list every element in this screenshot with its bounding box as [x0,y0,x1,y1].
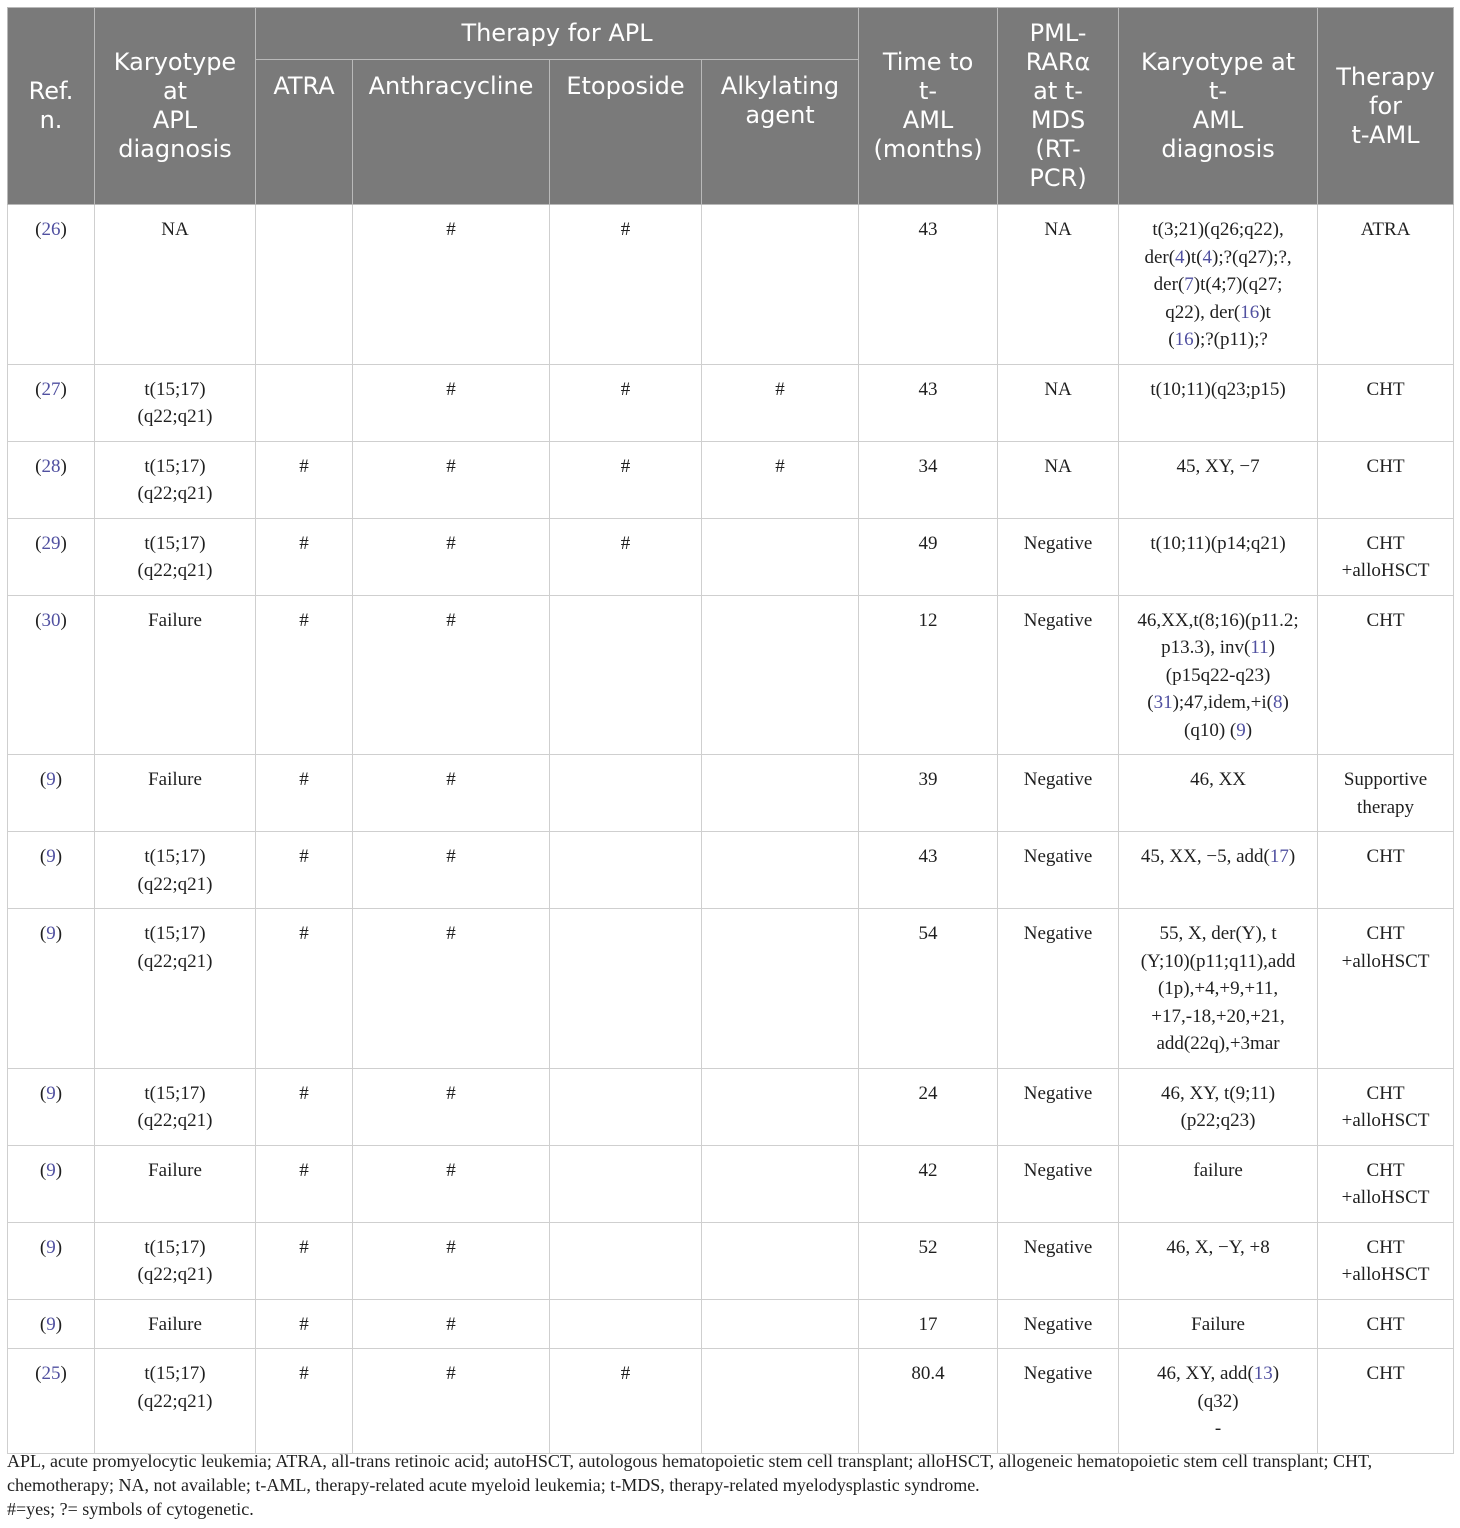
cell-etoposide [550,832,702,909]
cell-therapy-taml-line: ATRA [1360,219,1411,240]
cell-karyotype-apl-line: Failure [148,769,202,790]
cell-time-to-taml: 39 [859,755,998,832]
cell-therapy-taml [1318,441,1454,518]
cell-alkylating-agent [702,1222,859,1299]
cell-atra: # [256,832,353,909]
cell-therapy-taml-line: +alloHSCT [1341,950,1430,972]
cell-pml-rara: Negative [998,1068,1119,1145]
cell-karyotype-taml [1119,755,1318,832]
table-row [8,364,1454,441]
cell-karyotype-taml-line: 45, XY, −7 [1176,455,1260,477]
cell-pml-rara: NA [998,205,1119,365]
cell-karyotype-apl [95,364,256,441]
cell-karyotype-taml [1119,518,1318,595]
reference-link[interactable]: 9 [46,846,56,867]
cell-karyotype-apl [95,1068,256,1145]
table-row [8,1145,1454,1222]
cell-alkylating-agent [702,1299,859,1349]
cell-karyotype-apl-line: t(15;17) [144,846,206,867]
cell-time-to-taml: 49 [859,518,998,595]
cell-etoposide [550,909,702,1069]
cell-ref: (26) [8,205,95,365]
cell-therapy-taml [1318,909,1454,1069]
table-body [8,205,1454,1454]
cell-therapy-taml-line: CHT [1366,378,1405,400]
cell-karyotype-taml-line: 55, X, der(Y), t [1159,923,1277,944]
cell-ref: (9) [8,909,95,1069]
cell-anthracycline: # [353,1299,550,1349]
cell-time-to-taml: 43 [859,205,998,365]
cell-karyotype-apl-line: t(15;17) [144,1236,206,1258]
reference-link[interactable]: 11 [1250,637,1269,658]
reference-link[interactable]: 9 [46,769,56,790]
cell-therapy-taml-line: +alloHSCT [1341,1110,1430,1131]
cell-pml-rara: Negative [998,832,1119,909]
cell-karyotype-taml [1119,909,1318,1069]
cell-time-to-taml: 43 [859,364,998,441]
cell-time-to-taml: 17 [859,1299,998,1349]
cell-karyotype-apl-line: (q22;q21) [137,483,213,504]
cell-karyotype-apl-line: NA [161,219,189,240]
cell-karyotype-apl-line: t(15;17) [144,532,206,554]
cell-therapy-taml [1318,205,1454,365]
cell-karyotype-taml-line: t(10;11)(p14;q21) [1150,532,1286,554]
cell-karyotype-apl [95,1222,256,1299]
cell-pml-rara: Negative [998,1349,1119,1454]
reference-link[interactable]: 4 [1175,246,1185,268]
cell-therapy-taml [1318,364,1454,441]
cell-alkylating-agent [702,909,859,1069]
cell-karyotype-apl [95,518,256,595]
cell-time-to-taml: 43 [859,832,998,909]
table-footnote [7,1449,1453,1521]
table-row [8,205,1454,365]
cell-therapy-taml [1318,1222,1454,1299]
footnote-abbreviations: APL, acute promyelocytic leukemia; ATRA, all-trans retinoic acid; autoHSCT, autologous hematopoietic stem cell transplant; alloHSCT, allogeneic hematopoietic stem cell transplant; CHT, chemotherapy; NA, not available; t-AML, therapy-related acute myeloid leukemia; t-MDS, therapy-related myelodysplastic syndrome. [7,1451,1373,1495]
cell-therapy-taml-line: CHT [1366,532,1405,554]
cell-karyotype-taml [1119,1222,1318,1299]
reference-link[interactable]: 8 [1273,692,1283,713]
cell-atra: # [256,909,353,1069]
cell-karyotype-taml [1119,1145,1318,1222]
cell-alkylating-agent [702,755,859,832]
cell-therapy-taml-line: +alloHSCT [1341,1264,1430,1285]
reference-link[interactable]: 27 [41,378,61,400]
cell-anthracycline: # [353,595,550,755]
cell-karyotype-apl [95,205,256,365]
cell-ref: (25) [8,1349,95,1454]
reference-link[interactable]: 16 [1240,301,1260,323]
reference-link[interactable]: 9 [46,1236,56,1258]
cell-ref: (9) [8,1145,95,1222]
cell-ref: (9) [8,755,95,832]
cell-karyotype-taml [1119,1299,1318,1349]
cell-therapy-taml [1318,1145,1454,1222]
cell-atra: # [256,595,353,755]
cell-ref: (9) [8,1222,95,1299]
cell-karyotype-taml-line: t(3;21)(q26;q22), [1152,219,1284,240]
cell-karyotype-taml [1119,364,1318,441]
cell-atra: # [256,1222,353,1299]
cell-karyotype-taml [1119,1349,1318,1454]
cell-karyotype-apl-line: (q22;q21) [137,406,213,427]
cell-atra: # [256,755,353,832]
cell-therapy-taml-line: CHT [1366,455,1405,477]
cell-anthracycline: # [353,1145,550,1222]
cell-etoposide: # [550,441,702,518]
cell-karyotype-taml-line: add(22q),+3mar [1156,1033,1280,1054]
cell-therapy-taml-line: CHT [1366,1363,1405,1384]
cell-etoposide: # [550,205,702,365]
cell-ref: (29) [8,518,95,595]
reference-link[interactable]: 9 [46,1082,56,1104]
table-row [8,1222,1454,1299]
header-anthracycline: Anthracycline [353,60,550,205]
cell-karyotype-taml-line: 46,XX,t(8;16)(p11.2; [1137,609,1299,631]
cell-therapy-taml [1318,518,1454,595]
cell-karyotype-apl-line: (q22;q21) [137,1390,213,1412]
cell-karyotype-taml-line: (1p),+4,+9,+11, [1157,978,1279,999]
cell-karyotype-taml-line: Failure [1191,1313,1245,1335]
cell-etoposide [550,1068,702,1145]
cell-etoposide [550,1145,702,1222]
reference-link[interactable]: 9 [46,1159,56,1181]
cell-alkylating-agent: # [702,441,859,518]
cell-pml-rara: Negative [998,755,1119,832]
cell-karyotype-taml-line: failure [1193,1159,1243,1181]
header-therapy-for-apl: Therapy for APL [256,8,859,60]
reference-link[interactable]: 17 [1269,846,1289,867]
cell-etoposide: # [550,364,702,441]
cell-atra: # [256,518,353,595]
cell-karyotype-apl [95,1145,256,1222]
cell-therapy-taml [1318,832,1454,909]
cell-karyotype-apl-line: (q22;q21) [137,1264,213,1285]
cell-pml-rara: Negative [998,595,1119,755]
table-row [8,441,1454,518]
cell-karyotype-apl [95,832,256,909]
reference-link[interactable]: 28 [41,455,61,477]
cell-alkylating-agent [702,595,859,755]
reference-link[interactable]: 9 [46,1313,56,1335]
cell-karyotype-taml [1119,441,1318,518]
cell-karyotype-taml [1119,832,1318,909]
cell-karyotype-taml [1119,205,1318,365]
cell-karyotype-taml-line: 46, X, −Y, +8 [1166,1236,1270,1258]
cell-karyotype-apl-line: t(15;17) [144,1082,206,1104]
table-row [8,595,1454,755]
cell-karyotype-apl [95,595,256,755]
cell-anthracycline: # [353,518,550,595]
cell-anthracycline: # [353,755,550,832]
cell-karyotype-apl [95,1299,256,1349]
cell-ref: (28) [8,441,95,518]
cell-alkylating-agent [702,1145,859,1222]
cell-karyotype-apl-line: Failure [148,1159,202,1181]
cell-karyotype-taml-line: q22), der(16)t [1165,301,1271,323]
cell-karyotype-apl [95,909,256,1069]
cell-therapy-taml-line: CHT [1366,1159,1405,1181]
cell-pml-rara: Negative [998,909,1119,1069]
cell-karyotype-taml-line: (16);?(p11);? [1168,329,1268,350]
cell-pml-rara: Negative [998,518,1119,595]
cell-time-to-taml: 52 [859,1222,998,1299]
table-row [8,1299,1454,1349]
cell-karyotype-taml-line: (31);47,idem,+i(8) [1147,692,1289,713]
header-time-to-taml: Time to t- AML (months) [859,8,998,205]
cell-ref: (9) [8,1068,95,1145]
cell-karyotype-taml [1119,1068,1318,1145]
cell-anthracycline: # [353,1349,550,1454]
cell-anthracycline: # [353,832,550,909]
cell-atra: # [256,1145,353,1222]
cell-alkylating-agent: # [702,364,859,441]
cell-therapy-taml [1318,1299,1454,1349]
cell-anthracycline: # [353,205,550,365]
cell-etoposide [550,755,702,832]
cell-atra: # [256,1299,353,1349]
cell-etoposide: # [550,518,702,595]
cell-atra: # [256,1068,353,1145]
cell-etoposide [550,595,702,755]
cell-atra: # [256,1349,353,1454]
cell-therapy-taml [1318,1349,1454,1454]
cell-time-to-taml: 42 [859,1145,998,1222]
cell-etoposide: # [550,1349,702,1454]
cell-pml-rara: Negative [998,1222,1119,1299]
cell-pml-rara: Negative [998,1299,1119,1349]
cell-karyotype-apl-line: t(15;17) [144,1363,206,1384]
table-row [8,832,1454,909]
cell-ref: (30) [8,595,95,755]
reference-link[interactable]: 29 [41,532,61,554]
header-ref: Ref. n. [8,8,95,205]
cell-time-to-taml: 24 [859,1068,998,1145]
reference-link[interactable]: 30 [41,609,61,631]
cell-karyotype-taml-line: der(7)t(4;7)(q27; [1153,274,1283,295]
reference-link[interactable]: 7 [1184,274,1194,295]
header-karyotype-apl: Karyotype at APL diagnosis [95,8,256,205]
table-row [8,1068,1454,1145]
cell-karyotype-taml-line: (p15q22-q23) [1165,664,1271,686]
cell-karyotype-apl-line: (q22;q21) [137,560,213,581]
cell-time-to-taml: 12 [859,595,998,755]
cell-karyotype-taml-line: 46, XX [1190,769,1247,790]
cell-karyotype-taml-line: (Y;10)(p11;q11),add [1140,950,1296,972]
header-karyotype-taml: Karyotype at t- AML diagnosis [1119,8,1318,205]
cell-etoposide [550,1222,702,1299]
cell-karyotype-apl-line: (q22;q21) [137,950,213,972]
reference-link[interactable]: 9 [1236,719,1246,741]
cell-karyotype-taml-line: 46, XY, t(9;11) [1161,1082,1276,1104]
cell-therapy-taml [1318,595,1454,755]
cell-therapy-taml-line: +alloHSCT [1341,1187,1430,1208]
cell-ref: (27) [8,364,95,441]
table-row [8,755,1454,832]
cell-pml-rara: Negative [998,1145,1119,1222]
cell-anthracycline: # [353,909,550,1069]
cell-alkylating-agent [702,205,859,365]
cell-atra: # [256,441,353,518]
reference-link[interactable]: 25 [41,1363,61,1384]
cell-karyotype-taml-line: 45, XX, −5, add(17) [1140,846,1296,867]
header-atra: ATRA [256,60,353,205]
table-header [8,8,1454,205]
cell-therapy-taml [1318,1068,1454,1145]
cell-alkylating-agent [702,1068,859,1145]
header-alkylating-agent: Alkylating agent [702,60,859,205]
cell-pml-rara: NA [998,441,1119,518]
cell-karyotype-taml [1119,595,1318,755]
cell-therapy-taml [1318,755,1454,832]
header-pml-rara: PML- RARα at t- MDS (RT- PCR) [998,8,1119,205]
data-table [7,7,1454,1454]
cell-time-to-taml: 54 [859,909,998,1069]
cell-alkylating-agent [702,518,859,595]
reference-link[interactable]: 26 [41,219,61,240]
cell-ref: (9) [8,832,95,909]
cell-time-to-taml: 34 [859,441,998,518]
cell-ref: (9) [8,1299,95,1349]
cell-karyotype-apl [95,755,256,832]
cell-therapy-taml-line: +alloHSCT [1341,560,1430,581]
cell-atra [256,364,353,441]
table-row [8,518,1454,595]
cell-karyotype-taml-line: der(4)t(4);?(q27);?, [1144,246,1292,268]
cell-therapy-taml-line: CHT [1366,609,1405,631]
cell-therapy-taml-line: CHT [1366,923,1405,944]
cell-karyotype-apl-line: t(15;17) [144,378,206,400]
cell-anthracycline: # [353,364,550,441]
cell-karyotype-taml-line: (q10) (9) [1184,719,1253,741]
cell-karyotype-taml-line: +17,-18,+20,+21, [1151,1005,1285,1027]
cell-karyotype-taml-line: p13.3), inv(11) [1161,637,1275,658]
reference-link[interactable]: 9 [46,923,56,944]
cell-therapy-taml-line: CHT [1366,846,1405,867]
cell-anthracycline: # [353,441,550,518]
cell-therapy-taml-line: CHT [1366,1236,1405,1258]
cell-time-to-taml: 80.4 [859,1349,998,1454]
cell-karyotype-apl-line: Failure [148,1313,202,1335]
cell-karyotype-apl-line: (q22;q21) [137,873,213,895]
reference-link[interactable]: 31 [1153,692,1173,713]
cell-karyotype-apl [95,1349,256,1454]
header-etoposide: Etoposide [550,60,702,205]
cell-karyotype-apl [95,441,256,518]
table-row [8,1349,1454,1454]
cell-alkylating-agent [702,832,859,909]
cell-pml-rara: NA [998,364,1119,441]
header-therapy-taml: Therapy for t-AML [1318,8,1454,205]
cell-therapy-taml-line: CHT [1366,1082,1405,1104]
table-container [7,7,1453,1454]
cell-karyotype-apl-line: t(15;17) [144,923,206,944]
table-row [8,909,1454,1069]
cell-etoposide [550,1299,702,1349]
cell-karyotype-taml-line: (p22;q23) [1180,1110,1256,1131]
cell-karyotype-apl-line: Failure [148,609,202,631]
cell-atra [256,205,353,365]
cell-karyotype-taml-line: - [1214,1418,1222,1439]
cell-karyotype-apl-line: (q22;q21) [137,1110,213,1131]
reference-link[interactable]: 4 [1202,246,1212,268]
cell-karyotype-taml-line: t(10;11)(q23;p15) [1150,378,1286,400]
cell-anthracycline: # [353,1068,550,1145]
reference-link[interactable]: 16 [1174,329,1194,350]
reference-link[interactable]: 13 [1253,1363,1273,1384]
cell-therapy-taml-line: Supportive [1343,769,1428,790]
cell-therapy-taml-line: CHT [1366,1313,1405,1335]
cell-anthracycline: # [353,1222,550,1299]
cell-karyotype-taml-line: (q32) [1197,1390,1239,1412]
cell-karyotype-apl-line: t(15;17) [144,455,206,477]
cell-alkylating-agent [702,1349,859,1454]
cell-therapy-taml-line: therapy [1357,796,1415,818]
cell-karyotype-taml-line: 46, XY, add(13) [1157,1363,1280,1384]
footnote-symbols: #=yes; ?= symbols of cytogenetic. [7,1499,254,1519]
